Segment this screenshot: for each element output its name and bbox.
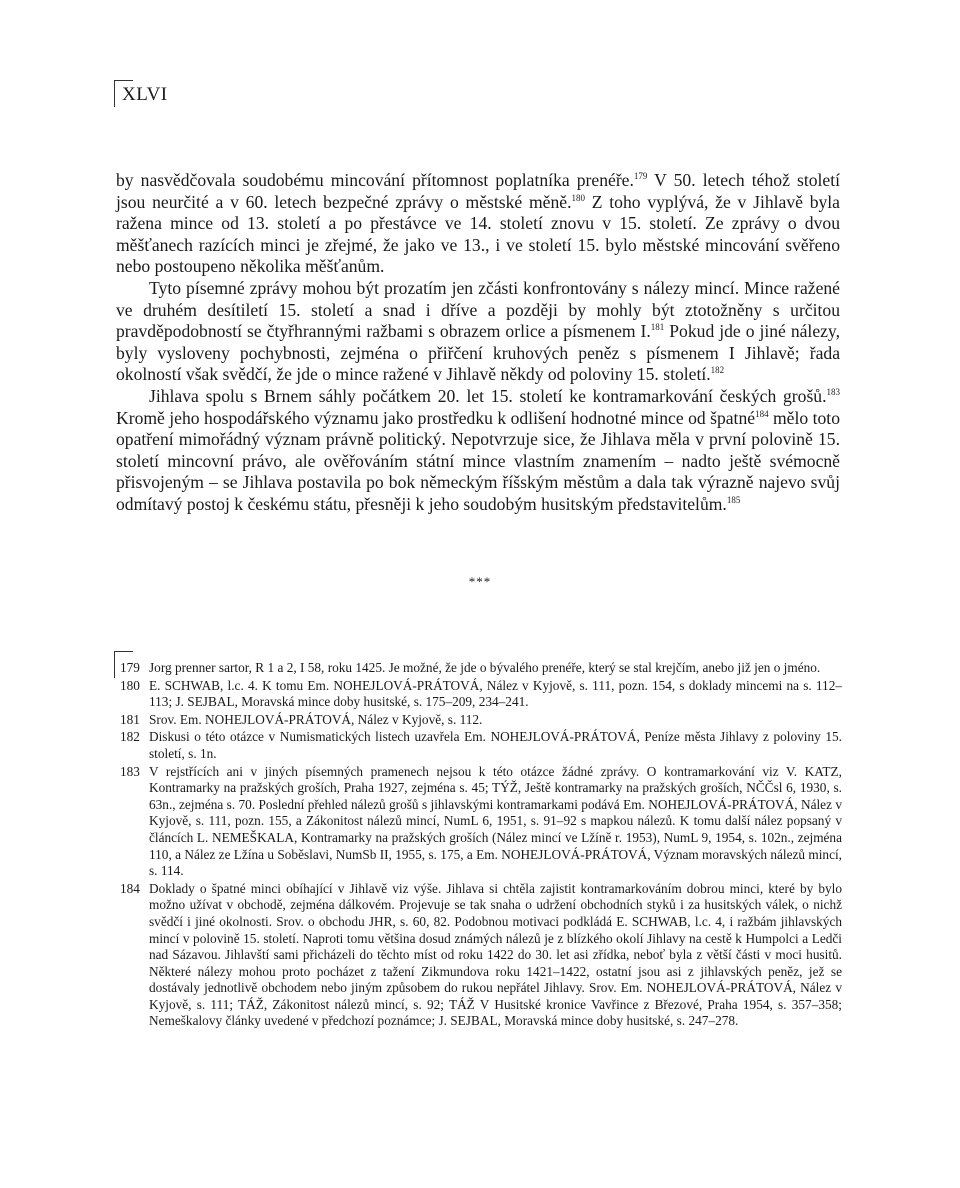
footnote-text: Doklady o špatné minci obíhající v Jihlavě viz výše. Jihlava si chtěla zajistit kontramarkováním dobrou minci, které by bylo možno užívat v obchodě, zejména dálkovém. Projevuje se tak snaha o udržení obchodních styků i za husitských válek, o nichž svědčí i jiné okolnosti. Srov. o obchodu JHR, s. 60, 82. Podobnou motivaci podkládá E. SCHWAB, l.c. 4, i ražbám jihlavských mincí v polovině 15. století. Naproti tomu většina dosud známých nálezů je z blízkého okolí Jihlavy na cestě k Humpolci a Ledči nad Sázavou. Jihlavští sami přicházeli do těchto míst od roku 1422 do 30. let asi zřídka, neboť byla z větší části v moci husitů. Některé nálezy mohou proto pocházet z tažení Zikmundova roku 1421–1422, ostatní jsou asi z jihlavských peněz, jež se dostávaly jednotlivě obchodem nebo jiným způsobem do rukou nepřátel Jihlavy. Srov. Em. NOHEJLOVÁ-PRÁTOVÁ, Nález v Kyjově, s. 111; TÁŽ, Zákonitost nálezů mincí, s. 92; TÁŽ V Husitské kronice Vavřince z Březové, Praha 1954, s. 357–358; Nemeškalovy články uvedené v předchozí poznámce; J. SEJBAL, Moravská mince doby husitské, s. 247–278. xyxy=(149,880,842,1029)
footnote-item xyxy=(116,678,842,711)
footnote-number: 181 xyxy=(120,711,140,727)
paragraph-1 xyxy=(116,170,840,278)
footnote-ref-181[interactable]: 181 xyxy=(650,322,665,333)
footnote-number: 179 xyxy=(120,660,140,675)
text-run: Z toho vyplývá, že v Jihlavě byla ražena mince od 13. století a po přestávce ve 14. století znovu v 15. století. Ze zprávy o dvou měšťanech razících minci je zřejmé, že jako ve 13., i ve století 15. bylo městské mincování svěřeno nebo postoupeno několika měšťanům. xyxy=(116,191,840,277)
footnote-ref-182[interactable]: 182 xyxy=(710,365,725,376)
footnote-ref-179[interactable]: 179 xyxy=(633,171,648,181)
text-run: Kromě jeho hospodářského významu jako prostředku k odlišení hodnotné mince od špatné xyxy=(116,407,756,428)
footnote-ref-183[interactable]: 183 xyxy=(826,386,840,397)
footnote-text: V rejstřících ani v jiných písemných pramenech nejsou k této otázce žádné zprávy. O kontramarkování viz V. KATZ, Kontramarky na pražských groších, Praha 1927, zejména s. 45; TÝŽ, Ještě kontramarky na pražských groších, NČČsl 6, 1930, s. 63n., zejména s. 70. Poslední přehled nálezů grošů s jihlavskými kontramarkami podává Em. NOHEJLOVÁ-PRÁTOVÁ, Nález v Kyjově, s. 111, pozn. 155, a Zákonitost nálezů mincí, NumL 6, 1951, s. 91–92 s mapkou nálezů. K tomu další nález popsaný v článcích L. NEMEŠKALA, Kontramarky na pražských groších (Nález mincí ve Lžíně r. 1953), NumL 9, 1954, s. 102n., zejména 110, a Nález ze Lžína u Soběslavi, NumSb II, 1955, s. 175, a Em. NOHEJLOVÁ-PRÁTOVÁ, Význam moravských nálezů mincí, s. 114. xyxy=(149,763,842,879)
main-text xyxy=(116,170,840,516)
text-run: Tyto písemné zprávy mohou být prozatím jen zčásti konfrontovány s nálezy mincí. Mince ražené ve druhém desítiletí 15. století a snad i dříve a později by mohly být ztotožněny s určitou pravděpodobností se čtyřhrannými ražbami s obrazem orlice a písmenem I. xyxy=(116,277,840,342)
footnote-ref-185[interactable]: 185 xyxy=(726,494,741,505)
footnote-item xyxy=(116,764,842,880)
text-run: mělo toto opatření mimořádný význam právně politický. Nepotvrzuje sice, že Jihlava měla v první polovině 15. století mincovní právo, ale ověřováním státní mince vlastním znamením – nadto ještě svémocně přisvojeným – se Jihlava postavila po bok německým říšským městům a dala tak výrazně najevo svůj odmítavý postoj k českému státu, přesněji k jeho soudobým husitským představitelům. xyxy=(116,407,840,514)
footnote-item xyxy=(116,881,842,1030)
footnote-text: Srov. Em. NOHEJLOVÁ-PRÁTOVÁ, Nález v Kyjově, s. 112. xyxy=(149,711,483,727)
footnote-item xyxy=(116,660,842,677)
section-separator: *** xyxy=(468,574,492,589)
text-run: Pokud jde o jiné nálezy, byly vysloveny pochybnosti, zejména o přiřčení kruhových peněz s písmenem I Jihlavě; řada okolností však svědčí, že jde o mince ražené v Jihlavě někdy od poloviny 15. století. xyxy=(116,321,840,385)
footnote-number: 180 xyxy=(120,677,140,693)
footnote-number: 183 xyxy=(120,763,140,779)
footnote-text: E. SCHWAB, l.c. 4. K tomu Em. NOHEJLOVÁ-PRÁTOVÁ, Nález v Kyjově, s. 111, pozn. 154, s doklady mincemi na s. 112–113; J. SEJBAL, Moravská mince doby husitské, s. 175–209, 234–241. xyxy=(149,677,842,710)
text-run: by nasvědčovala soudobému mincování přítomnost poplatníka prenéře. xyxy=(116,170,634,190)
footnote-item xyxy=(116,712,842,729)
footnotes xyxy=(116,660,842,1031)
text-run: Jihlava spolu s Brnem sáhly počátkem 20. let 15. století ke kontramarkování českých grošů. xyxy=(149,385,827,406)
footnote-item xyxy=(116,729,842,762)
paragraph-2 xyxy=(116,278,840,386)
footnote-text: Diskusi o této otázce v Numismatických listech uzavřela Em. NOHEJLOVÁ-PRÁTOVÁ, Peníze města Jihlavy z poloviny 15. století, s. 1n. xyxy=(149,729,842,761)
footnote-number: 182 xyxy=(120,729,140,745)
footnote-number: 184 xyxy=(120,880,140,896)
footnote-ref-184[interactable]: 184 xyxy=(755,408,769,419)
text-run: V 50. letech téhož století jsou neurčité a v 60. letech bezpečné zprávy o městské měně. xyxy=(116,170,840,212)
page-number: XLVI xyxy=(122,84,168,105)
footnote-text: Jorg prenner sartor, R 1 a 2, I 58, roku 1425. Je možné, že jde o bývalého prenéře, který se stal krejčím, anebo již jen o jméno. xyxy=(149,660,821,675)
footnote-ref-180[interactable]: 180 xyxy=(571,192,585,203)
paragraph-3 xyxy=(116,386,840,516)
